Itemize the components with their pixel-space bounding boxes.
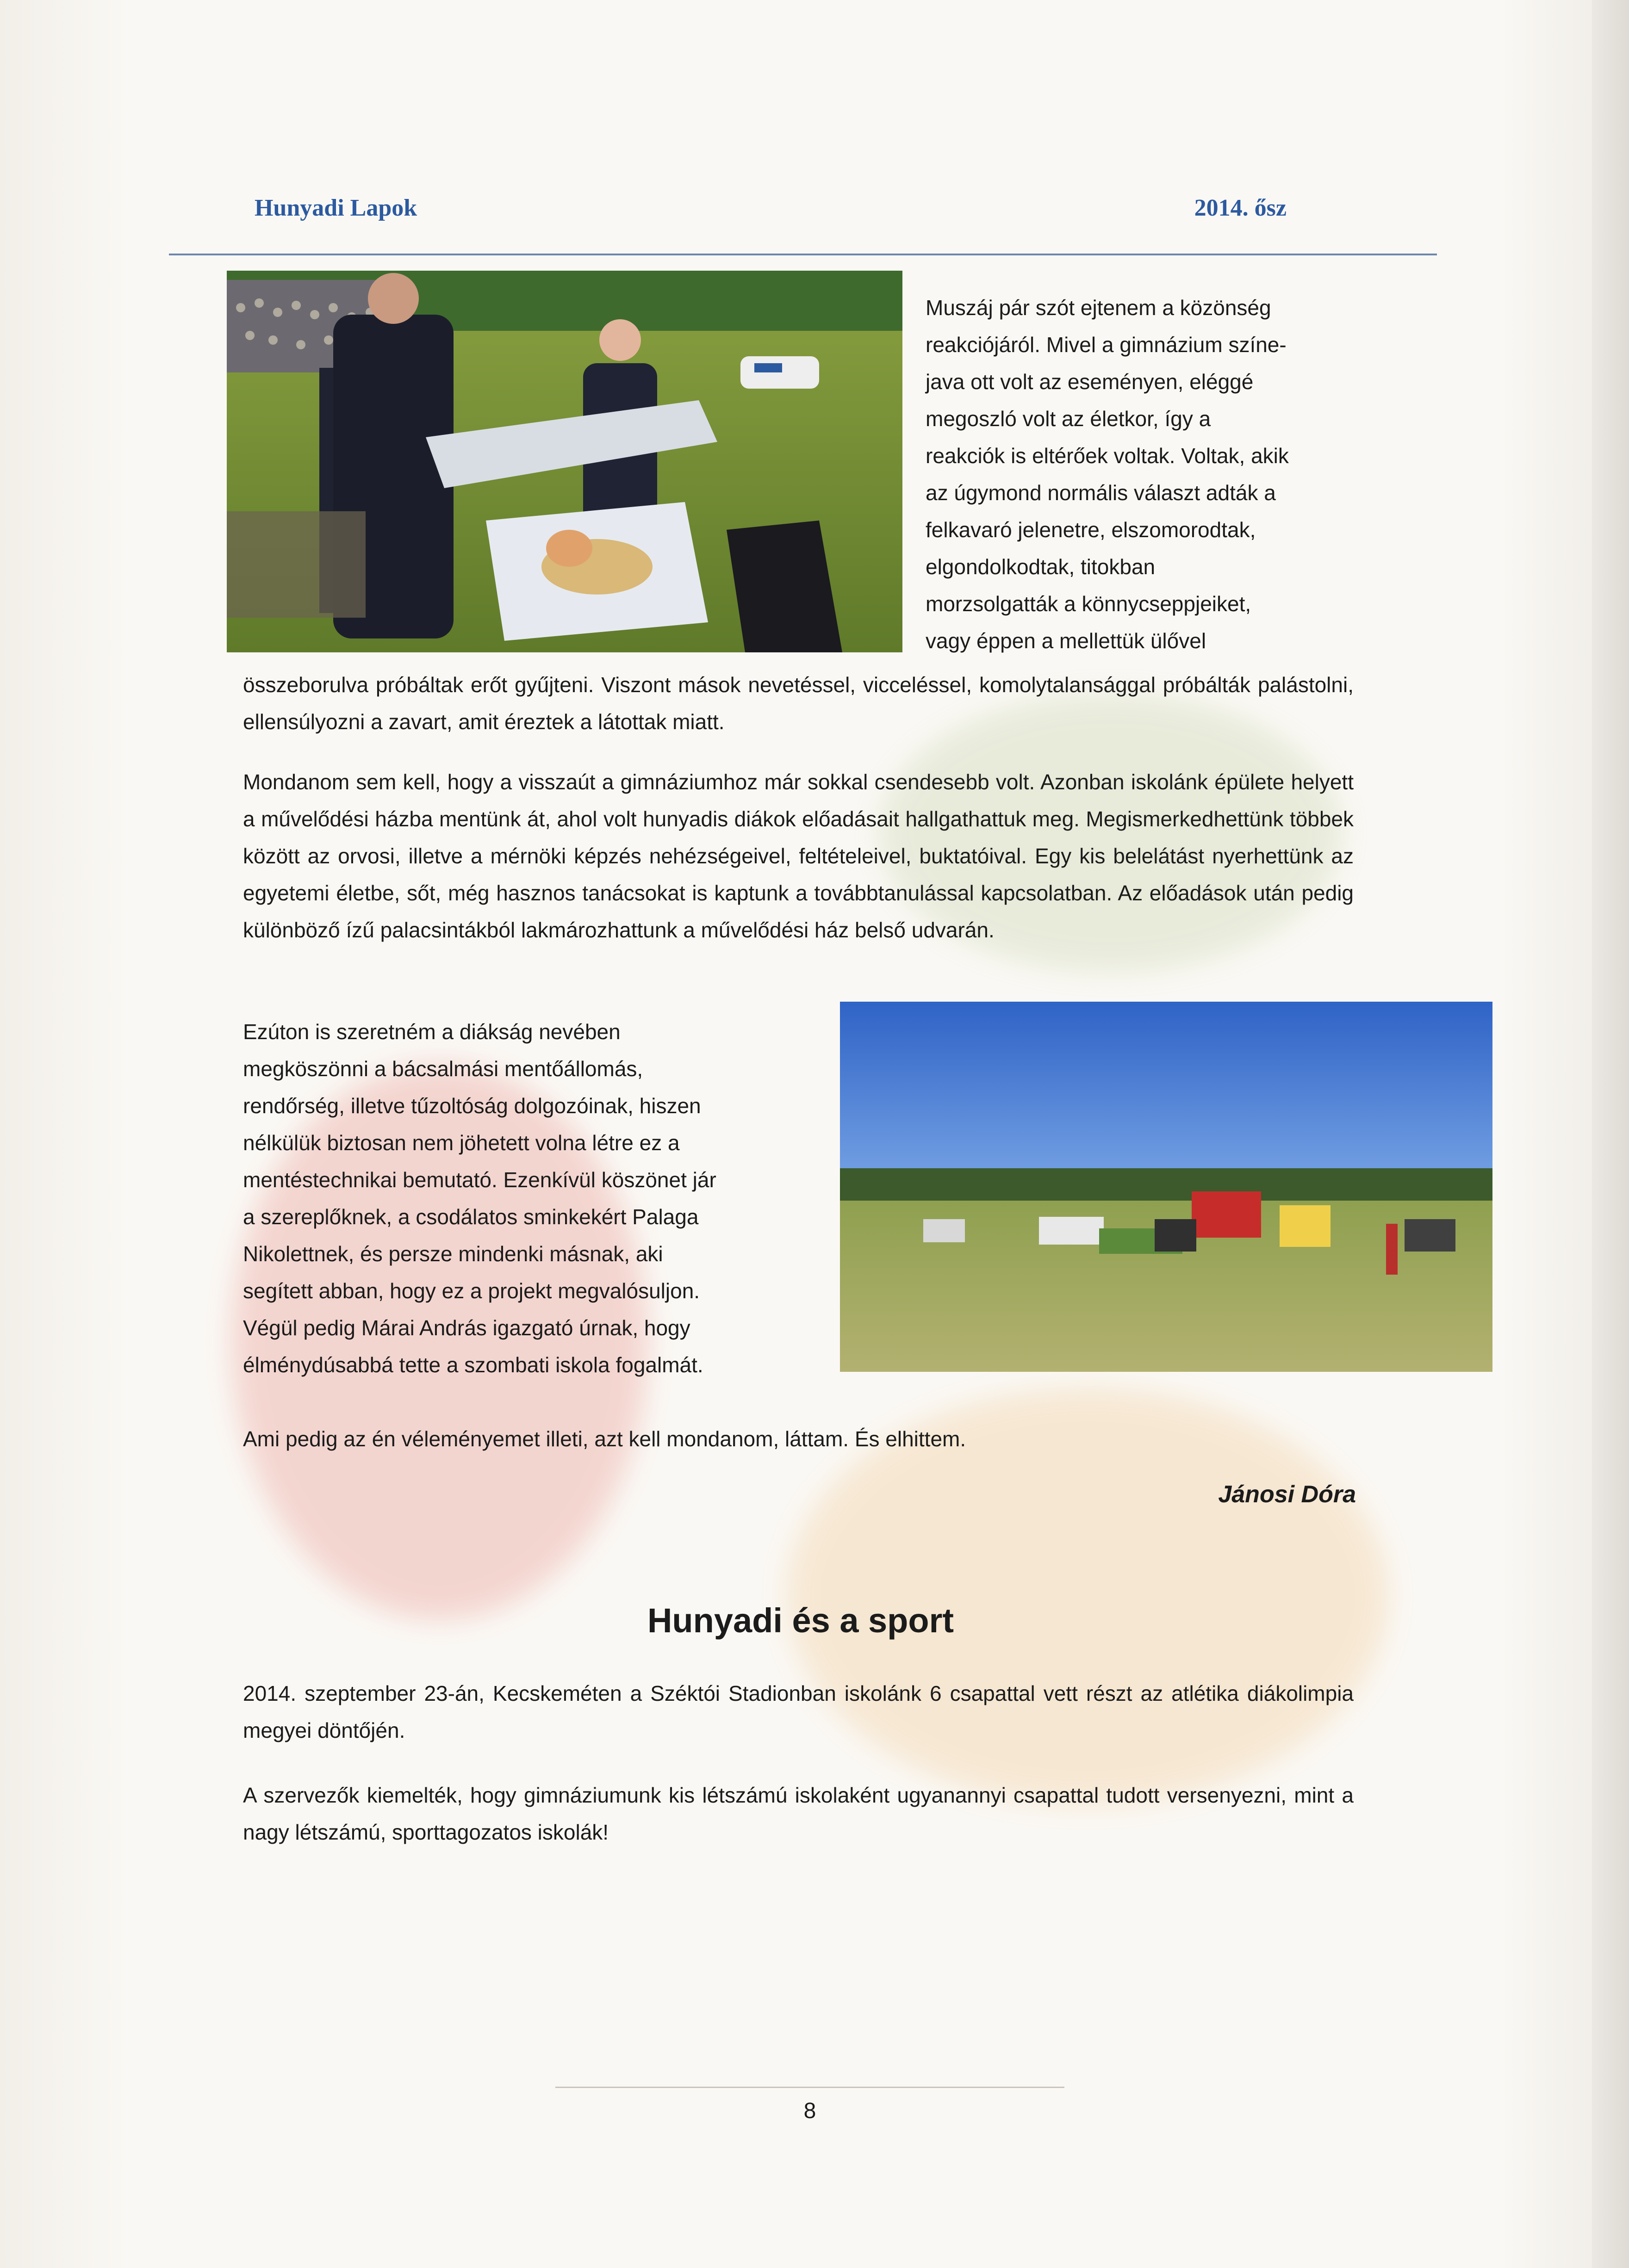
text-line: felkavaró jelenetre, elszomorodtak, xyxy=(926,518,1256,542)
text-line: elgondolkodtak, titokban xyxy=(926,555,1156,579)
page-number: 8 xyxy=(803,2099,816,2123)
text-line: segített abban, hogy ez a projekt megvalósuljon. xyxy=(243,1279,700,1303)
page-edge-shadow xyxy=(1592,0,1629,2268)
photo-rescue-demonstration xyxy=(227,271,902,652)
photo-emergency-vehicles xyxy=(840,1002,1492,1372)
paragraph-audience-reaction xyxy=(926,289,1356,659)
text-line: Ezúton is szeretném a diákság nevében xyxy=(243,1020,621,1044)
paragraph-acknowledgements xyxy=(243,1013,812,1383)
publication-title: Hunyadi Lapok xyxy=(255,195,417,221)
paragraph-sport-intro: 2014. szeptember 23-án, Kecskeméten a Széktói Stadionban iskolánk 6 csapattal vett részt az atlétika diákolimpia megyei döntőjén. xyxy=(243,1681,1354,1742)
paragraph-sport-organizers: A szervezők kiemelték, hogy gimnáziumunk kis létszámú iskolaként ugyanannyi csapattal tudott versenyezni, mint a nagy létszámú, sporttagozatos iskolák! xyxy=(243,1783,1354,1844)
paragraph-return-trip: Mondanom sem kell, hogy a visszaút a gimnáziumhoz már sokkal csendesebb volt. Azonban iskolánk épülete helyett a művelődési házba mentünk át, ahol volt hunyadis diákok előadásait hallgathattuk meg. Megismerkedhettünk többek között az orvosi, illetve a mérnöki képzés nehézségeivel, feltételeivel, buktatóival. Egy kis belelátást nyerhettünk az egyetemi életbe, sőt, még hasznos tanácsokat is kaptunk a továbbtanulással kapcsolatban. Az előadások után pedig különböző ízű palacsintákból lakmározhattunk a művelődési ház belső udvarán. xyxy=(243,770,1354,942)
text-line: az úgymond normális választ adták a xyxy=(926,481,1276,505)
author-signature: Jánosi Dóra xyxy=(1218,1481,1356,1508)
text-line: reakciók is eltérőek voltak. Voltak, akik xyxy=(926,444,1289,468)
text-line: vagy éppen a mellettük ülővel xyxy=(926,629,1206,653)
text-line: Nikolettnek, és persze mindenki másnak, aki xyxy=(243,1242,663,1266)
paragraph-audience-reaction-continued: összeborulva próbáltak erőt gyűjteni. Viszont mások nevetéssel, vicceléssel, komolytalansággal próbálták palástolni, ellensúlyozni a zavart, amit éreztek a látottak miatt. xyxy=(243,673,1354,734)
text-line: a szereplőknek, a csodálatos sminkekért Palaga xyxy=(243,1205,699,1229)
paragraph-closing: Ami pedig az én véleményemet illeti, azt kell mondanom, láttam. És elhittem. xyxy=(243,1427,966,1451)
text-line: reakciójáról. Mivel a gimnázium színe- xyxy=(926,333,1287,357)
header-rule xyxy=(169,254,1437,255)
footer-rule xyxy=(555,2087,1064,2088)
text-line: mentéstechnikai bemutató. Ezenkívül köszönet jár xyxy=(243,1168,716,1192)
text-line: megoszló volt az életkor, így a xyxy=(926,407,1211,431)
text-line: megköszönni a bácsalmási mentőállomás, xyxy=(243,1057,643,1081)
text-line: nélkülük biztosan nem jöhetett volna létre ez a xyxy=(243,1131,680,1155)
text-line: rendőrség, illetve tűzoltóság dolgozóinak, hiszen xyxy=(243,1094,701,1118)
text-line: élménydúsabbá tette a szombati iskola fogalmát. xyxy=(243,1353,703,1377)
section-title-sport: Hunyadi és a sport xyxy=(647,1601,954,1640)
issue-label: 2014. ősz xyxy=(1194,195,1287,221)
text-line: java ott volt az eseményen, eléggé xyxy=(926,370,1254,394)
text-line: Végül pedig Márai András igazgató úrnak, hogy xyxy=(243,1316,690,1340)
text-line: morzsolgatták a könnycseppjeiket, xyxy=(926,592,1251,616)
page-header xyxy=(241,194,1337,231)
text-line: Muszáj pár szót ejtenem a közönség xyxy=(926,296,1271,320)
